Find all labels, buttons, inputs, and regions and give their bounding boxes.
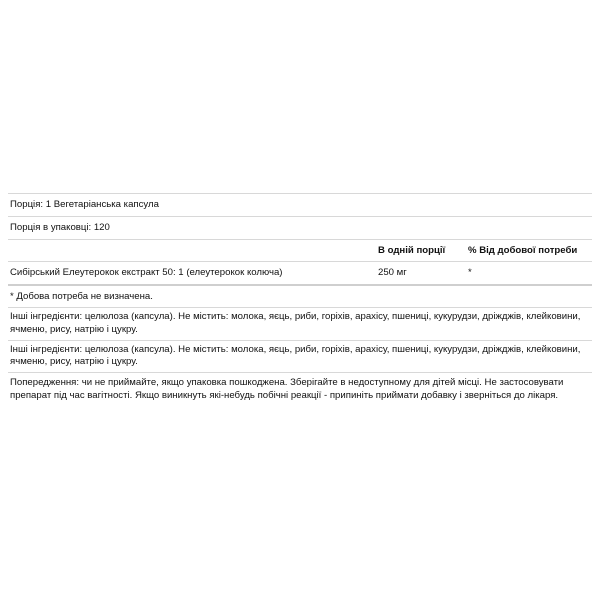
table-header	[8, 240, 592, 261]
warning-text: Попередження: чи не приймайте, якщо упаковка пошкоджена. Зберігайте в недоступному для дітей місці. Не застосовувати препарат під час вагітності. Якщо виникнуть які-небудь побічні реакції - припиніть приймати добавку і зверніться до лікаря.	[10, 377, 564, 401]
ingredient-name: Сибірський Елеутерокок екстракт 50: 1 (елеутерокок колюча)	[10, 267, 283, 278]
other-ingredients-2: Інші інгредієнти: целюлоза (капсула). Не містить: молока, яєць, риби, горіхів, арахісу, пшениці, кукурудзи, дріжджів, клейковини, ячменю, рису, натрію і цукру.	[10, 343, 581, 368]
ingredient-amount: 250 мг	[378, 267, 407, 278]
table-row	[8, 262, 592, 284]
other-ingredients-1: Інші інгредієнти: целюлоза (капсула). Не містить: молока, яєць, риби, горіхів, арахісу, пшениці, кукурудзи, дріжджів, клейковини, ячменю, рису, натрію і цукру.	[10, 311, 581, 335]
serving-size-text: Порція: 1 Вегетаріанська капсула	[10, 199, 159, 210]
servings-per-container-text: Порція в упаковці: 120	[10, 222, 110, 233]
header-daily-value: % Від добової потреби	[468, 244, 578, 256]
daily-value-footnote: * Добова потреба не визначена.	[10, 290, 153, 302]
supplement-facts-panel	[8, 193, 592, 406]
ingredient-daily-value: *	[468, 267, 472, 278]
serving-size	[8, 194, 592, 216]
header-amount: В одній порції	[378, 244, 446, 256]
servings-per-container	[8, 217, 592, 239]
